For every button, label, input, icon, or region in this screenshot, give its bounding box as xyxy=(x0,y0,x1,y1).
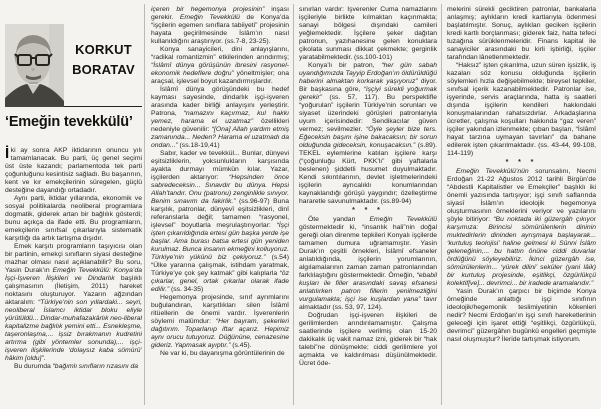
article-paragraph: melerini sürekli geciktiren patronlar, bankalarla anlaşmış; aylıkların kredi kartlarıyla ödenmesi başlatılmıştır. Sonuç, aylıkları geciken işçilerin kredi kartlı borçlanması; giderek faiz, hatta tefeci tuzağına sürüklenmeleridir. Finans kapital ile sanayiciler arasındaki bu kirli işbirliği, işçiler tarafından lânetlenmektedir. xyxy=(447,6,596,61)
article-paragraph: Emeğin Tevekkülü’nün sorunsalını, Necmi Erdoğan 21-22 Ağustos 2012 tarihli Birgün’de “Abdestli Kapitalistler ve Emekçiler” başlıklı iki önemli yazısında tartışıyor; işçi sınıfı saflarında siyasî İslâm’ın ideolojik hegemonya oluşturmasının örneklerini veriyor ve yazılarını şöyle bitiriyor: “Bu noktada iki güzergâh çıkıyor karşımıza: Birincisi sömürülenlerin dininin muktedirlerin dininden ayrışmaya başlayarak... ‘kurtuluş teolojisi’ haline gelmesi ki Sünni İslâm geleneğinin,... bu hattın önüne ciddi duvarlar ördüğünü söyleyebiliriz. İkinci güzergâh ise, sömürülenlerin... ‘yürek dilini’ seküler (yani lâik) bir kurtuluş projesinde, eşitlikçi, özgürlükçü kolektif[ve]... devrimci... bir iradede aramalarıdır.” xyxy=(447,168,596,287)
column-4 xyxy=(447,6,596,406)
column-3 xyxy=(299,6,437,406)
article-paragraph: Aynı parti, iktidar yıllarında, ekonomik ve sosyal politikalarda neoliberal programlara dogmatik, giderek artan bir bağlılık gösterdi; bunu açıkça da ifade etti. Bu programların, emekçilerin sınıfsal çıkarlarıyla sistematik karşıtlığı da artık tartışma dışıdır. xyxy=(5,195,142,242)
article-paragraph: Yasin Durak’ın çarpıcı bir biçimde Konya örneğinde anlattığı işçi sınıfının ideolojik/hegemonik teslimiyetinin kökenleri nedir? Necmi Erdoğan’ın işçi sınıfı hareketlerinin geleceği için işaret ettiği “eşitlikçi, özgürlükçü, devrimci” güzergâhın bugünkü engelleri geçmişte nasıl oluşmuştur? İleride tartışmak istiyorum. xyxy=(447,288,596,343)
article-paragraph xyxy=(5,147,142,195)
article-paragraph: içeren bir hegemonya projesinin” inşası gerekir. Emeğin Tevekkülü de Konya’da “işçilerin egemen sınıflara tabiiyeti” projesinin hayata geçirilmesinde İslâm’ın nasıl kullanıldığını araştırıyor. (ss.7-8, 23-25). xyxy=(151,6,289,45)
column-2 xyxy=(151,6,289,406)
article-paragraph: Sabır, kader ve tevekkül... Bunlar, dünyevi eşitsizliklerin, yoksunlukların karşısında ayakta durmayı mümkün kılar. Yazar, işçilerden aktarıyor: “Hepsinden önce sabredeceksin... Sınavdır bu dünya. Hepsi Allah’tandır. Onu (patronu) zenginlikle sınıyor. Benim sınavım da fakirlik.” (ss.96-97) Buna karşılık, patronlar, dünyevî eşitsizlikleri, dinî referanslarla değil; tamamen “rasyonel, işlevsel” boyutlarla meşrulaştırıyorlar: “İşçi işten çıkarıldığında ertesi gün başka yerde işe başlar. Ama burası batsa ertesi gün yeniden kurulmaz. Bunca insanın ekmeğini kolluyoruz. Türkiye’nin yükünü biz çekiyoruz.” (s.54) “Ülke yararına çalışmak, istihdam yaratmak, Türkiye’ye çok şey katmak” gibi kalıplarla “öz çıkarlar, genel, ortak çıkarlar olarak ifade edilir.” (ss. 34-35) xyxy=(151,150,289,293)
author-first-name: KORKUT xyxy=(75,42,132,57)
article-paragraph: Emek karşıtı programların taşıyıcısı olan bir partinin, emekçi sınıfların siyasi desteğine mazhar olması nasıl açıklanabilir? Bu soru, Yasin Durak’ın Emeğin Tevekkülü: Konya’da İşçi-İşveren İlişkileri ve Dindarlık başlıklı çalışmasının (İletişim, 2011) hareket noktasını oluşturuyor. Yazarın ağzından aktaralım: “Türkiye’nin son yıllardaki... seyri, neoliberal İslamcı iktidar bloku eliyle yürütüldü... Dindar-muhafazakârlık neo-liberal kapitalizme bağlılık yemini etti... Esnekleşme, taşeronlaşma,... işsiz bırakmanın kudretini artırma (gibi yöntemler sonunda),... işçi-işveren ilişkilerinde ‘dolaysız kaba sömürü’ hâkim [oldu]”. xyxy=(5,243,142,362)
article-paragraph: Konya sanayicileri, dini anlayışlarını, “radikal romantizmin” etkilerinden arındırmış; “İslâmî dünya görüşünün ibresini rasyonel-ekonomik hedeflere doğru” yöneltmişler; ona araçsal, işlevsel boyut kazandırmışlardır. xyxy=(151,46,289,85)
paragraph-text: ki ay sonra AKP iktidarının onuncu yılı tamamlanacak. Bu parti, üç genel seçimi üst üste kazandı; parlamentoda tek parti çoğunluğunu kesintisiz sağladı. Bu başarının, kent ve kır emekçilerinin süregelen, güçlü desteğine dayandığı ortadadır. xyxy=(5,147,142,194)
column-divider xyxy=(144,4,145,405)
article-paragraph: Doğrudan işçi-işveren ilişkileri de gerilimlerden arındırılamamıştır. Çalışma saatlerinde işçilere verilmiş olan 15-20 dakikalık üç vakit namaz izni, giderek bir “hak talebi”ne dönüşmekte; ciddi gerilimlere yol açmakta ve kaldırılması düşünülmektedir. Ücret öde- xyxy=(299,312,437,367)
column-1 xyxy=(5,0,142,409)
article-paragraph: Konya’lı bir patron, “her gün sabah uyandığımızda Tayyip Erdoğan’ın öldürüldüğü haberini almaktan korkarak yaşıyoruz” diyor. Bir başkasına göre, “işçiyi sürekli yoğurmak gerekir” (ss. 57, 117). Bu perspektifle “yoğurulan” işçilerin Türkiye’nin sorunları ve siyaset üzerindeki görüşleri patronlarıyla uyum içerisindedir: Sendikacılar güven vermez; sevilmezler. “Öyle şeyler bize ters. Eğeceksin başını işine bakacaksın; bir sorun olduğunda gideceksin, konuşacaksın.” (s.89). TEKEL eylemlerine katılan işçilere karşı (“çoğunluğu Kürt, PKK’lı” gibi yaftalarla beslenen) şiddetli husumet duyulmaktadır. Kendi sıkıntılarının, devlet işletmelerindeki işçilerin ayrıcalıklı konumlarından kaynaklandığı görüşü yaygındır; özelleştirme hararetle savunulmaktadır. (ss.89-94) xyxy=(299,62,437,205)
article-paragraph: İslâmî dünya görüşündeki bu hedef kayması sayesinde, dindarlık işçi-işveren arasında kader birliği anlayışını yerleştirir. Patrona, “namazını kaçırmaz, kul hakkı yemez, harama el uzatmaz” özellikleri nedeniyle güvenilir: “[Ona] Allah yardım etmiş zamanında... Neden? Harama el uzatmadı da ondan...” (ss.18-19,41) xyxy=(151,86,289,149)
article-paragraph: Bu durumda “bağımlı sınıfların rızasını da xyxy=(14,363,139,370)
article-paragraph: Ne var ki, bu dayanışma görüntülerinin de xyxy=(160,350,285,357)
author-name xyxy=(65,40,142,80)
article-paragraph: “Haksız” işten çıkarılma, uzun süren işsizlik, iş kazaları söz konusu olduğunda işçilerin söylemleri hızla değişebilmekte; bireysel tepkiler, sınıfsal içerik kazanabilmektedir. Patronlar ise, işyerinde, servis araçlarında, hatta iş saatleri dışında işçilerin kendileri hakkındaki konuşmalarından rahatsızdırlar. Arkadaşlarına ücretler, çalışma koşulları hakkında “gaz veren” işçiler yakından izlenmekte; çıban başları, “İslâmî hayat tarzına uymayan tavırları” da bahane edilerek işten çıkarılmaktadır. (ss. 43-44, 99-108, 114-119) xyxy=(447,62,596,157)
article-paragraph: sınırları vardır: İşverenler Cuma namazlarını işçileriyle birlikte kılmaktan kaçınmakta; sanayi bölgesi dışındaki camileri yeğlemektedir. İşçilere şeker dağıtan patronun, yazıhanesine gelen konuklara çikolata sunması dikkat çekmekte; gerginlik yaratabilmektedir. (ss.100-101) xyxy=(299,6,437,61)
column-divider xyxy=(293,4,294,405)
section-separator: * * * xyxy=(505,159,538,166)
column-divider xyxy=(441,4,442,405)
masthead-rule xyxy=(64,106,142,107)
author-photo xyxy=(5,24,64,107)
section-separator: * * * xyxy=(352,207,384,214)
article-paragraph: Öte yandan Emeğin Tevekkülü göstermektedir ki, “insanlık hali”nin doğal gereği olan direnme tepkileri Konyalı işçilerde tamamen dumura uğramamıştır. Yasin Durak’ın çeşitli örnekleri, İslâmî efsaneler anlatıldığında, işçilerin yorumlarının, algılamalarının zaman zaman patronlarından farklılaştığını göstermektedir. Örneğin, “ebabil kuşları ile filler arasındaki savaş efsanesi anlatılırken patron fillerin yenilmezliğini vurgulamakta; işçi ise kuşlardan yana” tavır almaktadır (ss. 53, 97, 124). xyxy=(299,216,437,311)
article-text-column-1 xyxy=(5,147,142,371)
author-last-name: BORATAV xyxy=(72,62,135,77)
article-paragraph: Hegemonya projesinde, sınıf ayrımlarını buğulandıran, karşıtlıkları silen İslâmî ritüellerin de önemi vardır. İşverenlerin söylemi malûmdur: “Her bayram, şekerleri dağıtırım. Toparlanıp iftar açarız. Hepimiz aynı orucu tutuyoruz. Düğününe, cenazesine gideriz. Yapmasak ayıptır.” (s.45). xyxy=(151,294,289,349)
column-headline: ‘Emeğin tevekkülü’ xyxy=(5,114,133,130)
drop-cap: İ xyxy=(5,145,10,162)
